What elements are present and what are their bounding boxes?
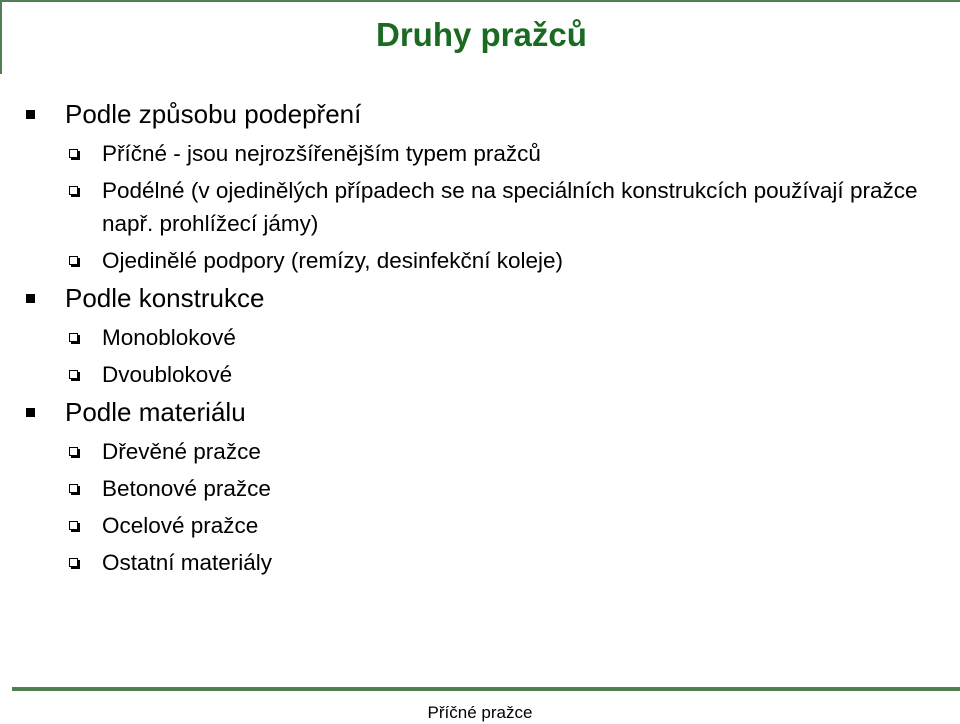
list-item-text: Ocelové pražce [102, 513, 259, 538]
bottom-rule [12, 687, 960, 691]
list-item [0, 244, 940, 277]
list-item-text: Ojedinělé podpory (remízy, desinfekční koleje) [102, 248, 564, 273]
slide-content [0, 95, 940, 581]
hollow-square-bullet-icon [69, 333, 78, 342]
list-item-text: Příčné - jsou nejrozšířenějším typem pražců [102, 141, 541, 166]
list-item-text: Podélné (v ojedinělých případech se na speciálních konstrukcích používají pražce např. prohlížecí jámy) [102, 178, 918, 236]
list-item [0, 174, 940, 240]
section-heading-text: Podle konstrukce [65, 283, 265, 313]
square-bullet-icon [26, 294, 35, 303]
hollow-square-bullet-icon [69, 447, 78, 456]
list-item-text: Betonové pražce [102, 476, 271, 501]
list-item [0, 435, 940, 468]
hollow-square-bullet-icon [69, 521, 78, 530]
list-item-text: Dvoublokové [102, 362, 233, 387]
list-item-text: Monoblokové [102, 325, 236, 350]
list-item [0, 546, 940, 579]
hollow-square-bullet-icon [69, 370, 78, 379]
list-item [0, 137, 940, 170]
section-heading [0, 95, 940, 133]
list-item-text: Ostatní materiály [102, 550, 273, 575]
square-bullet-icon [26, 110, 35, 119]
section-heading [0, 393, 940, 431]
list-item [0, 358, 940, 391]
section-heading [0, 279, 940, 317]
list-item [0, 509, 940, 542]
list-item-text: Dřevěné pražce [102, 439, 261, 464]
hollow-square-bullet-icon [69, 484, 78, 493]
top-rule [0, 0, 960, 2]
left-rule [0, 0, 2, 74]
hollow-square-bullet-icon [69, 558, 78, 567]
hollow-square-bullet-icon [69, 149, 78, 158]
hollow-square-bullet-icon [69, 256, 78, 265]
slide-title: Druhy pražců [376, 16, 587, 53]
section-heading-text: Podle materiálu [65, 397, 246, 427]
hollow-square-bullet-icon [69, 186, 78, 195]
list-item [0, 321, 940, 354]
section-heading-text: Podle způsobu podepření [65, 99, 362, 129]
list-item [0, 472, 940, 505]
slide-footer: Příčné pražce [427, 703, 533, 722]
square-bullet-icon [26, 408, 35, 417]
